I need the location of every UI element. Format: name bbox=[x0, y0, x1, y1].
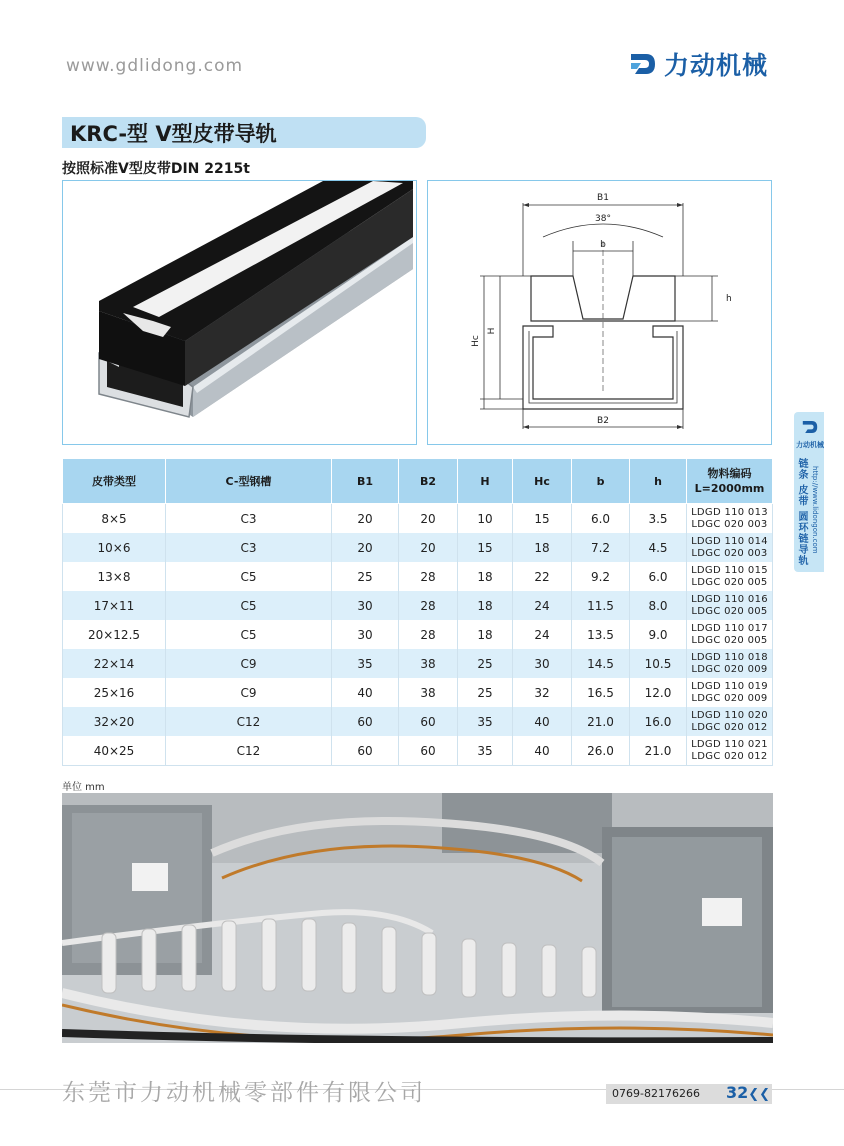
material-code-ldgd: LDGD 110 016 bbox=[691, 593, 768, 605]
table-cell: 40 bbox=[332, 678, 399, 707]
material-code-ldgc: LDGC 020 009 bbox=[691, 663, 768, 675]
table-cell: 15 bbox=[513, 504, 572, 534]
table-cell: 12.0 bbox=[630, 678, 687, 707]
header-channel: C-型钢槽 bbox=[166, 459, 332, 504]
side-logo-text: 力动机械 bbox=[796, 441, 824, 449]
table-cell: 13.5 bbox=[572, 620, 630, 649]
material-code-ldgc: LDGC 020 012 bbox=[691, 721, 768, 733]
table-cell: 18 bbox=[458, 620, 513, 649]
header-material-code bbox=[687, 459, 773, 504]
material-code-ldgd: LDGD 110 021 bbox=[691, 738, 768, 750]
table-cell: 40 bbox=[513, 707, 572, 736]
brand-mark-icon bbox=[628, 49, 658, 79]
dim-h-label: h bbox=[726, 294, 732, 304]
table-cell: 26.0 bbox=[572, 736, 630, 766]
header-b: b bbox=[572, 459, 630, 504]
side-logo-icon bbox=[801, 418, 819, 436]
table-cell: 15 bbox=[458, 533, 513, 562]
table-cell: 38 bbox=[399, 678, 458, 707]
table-cell: 60 bbox=[332, 736, 399, 766]
table-cell: 38 bbox=[399, 649, 458, 678]
table-cell: 32×20 bbox=[63, 707, 166, 736]
table-cell: 35 bbox=[458, 736, 513, 766]
table-cell: C5 bbox=[166, 591, 332, 620]
table-cell: 16.5 bbox=[572, 678, 630, 707]
material-code-cell bbox=[687, 562, 773, 591]
material-code-cell bbox=[687, 533, 773, 562]
side-url: http://www.lidongon.com bbox=[811, 466, 819, 554]
table-cell: 60 bbox=[399, 736, 458, 766]
table-cell: 4.5 bbox=[630, 533, 687, 562]
table-row bbox=[63, 591, 773, 620]
table-cell: 21.0 bbox=[572, 707, 630, 736]
table-cell: 13×8 bbox=[63, 562, 166, 591]
material-code-ldgd: LDGD 110 014 bbox=[691, 535, 768, 547]
table-cell: 40 bbox=[513, 736, 572, 766]
dim-H-label: H bbox=[487, 327, 497, 335]
table-cell: 30 bbox=[332, 591, 399, 620]
table-cell: C3 bbox=[166, 504, 332, 534]
table-header-row bbox=[63, 459, 773, 504]
page-title: KRC-型 V型皮带导轨 bbox=[70, 122, 277, 146]
table-cell: 14.5 bbox=[572, 649, 630, 678]
table-cell: 24 bbox=[513, 591, 572, 620]
table-cell: 21.0 bbox=[630, 736, 687, 766]
header-b1: B1 bbox=[332, 459, 399, 504]
table-cell: 25 bbox=[458, 678, 513, 707]
table-cell: 28 bbox=[399, 620, 458, 649]
table-cell: 18 bbox=[458, 591, 513, 620]
material-code-ldgc: LDGC 020 009 bbox=[691, 692, 768, 704]
dim-b1-label: B1 bbox=[597, 193, 609, 203]
table-row bbox=[63, 620, 773, 649]
page-arrow-icon: ❮❮ bbox=[748, 1087, 771, 1102]
table-row bbox=[63, 707, 773, 736]
material-code-ldgc: LDGC 020 005 bbox=[691, 634, 768, 646]
table-row bbox=[63, 533, 773, 562]
table-row bbox=[63, 736, 773, 766]
table-cell: 60 bbox=[332, 707, 399, 736]
table-cell: 60 bbox=[399, 707, 458, 736]
table-cell: 35 bbox=[332, 649, 399, 678]
header-belt-type: 皮带类型 bbox=[63, 459, 166, 504]
table-cell: 17×11 bbox=[63, 591, 166, 620]
material-code-cell bbox=[687, 678, 773, 707]
table-cell: 11.5 bbox=[572, 591, 630, 620]
table-cell: 10.5 bbox=[630, 649, 687, 678]
material-code-ldgd: LDGD 110 015 bbox=[691, 564, 768, 576]
table-cell: 20×12.5 bbox=[63, 620, 166, 649]
material-code-ldgd: LDGD 110 019 bbox=[691, 680, 768, 692]
table-cell: C5 bbox=[166, 620, 332, 649]
brand-logo bbox=[628, 46, 768, 82]
table-cell: 25 bbox=[332, 562, 399, 591]
phone-number: 0769-82176266 bbox=[612, 1087, 700, 1100]
material-code-cell bbox=[687, 620, 773, 649]
table-cell: C9 bbox=[166, 678, 332, 707]
table-cell: 25 bbox=[458, 649, 513, 678]
table-cell: C12 bbox=[166, 707, 332, 736]
table-cell: 25×16 bbox=[63, 678, 166, 707]
table-cell: 22 bbox=[513, 562, 572, 591]
material-code-ldgd: LDGD 110 013 bbox=[691, 506, 768, 518]
table-cell: 16.0 bbox=[630, 707, 687, 736]
conveyor-photo bbox=[62, 793, 773, 1043]
table-cell: 32 bbox=[513, 678, 572, 707]
website-url: www.gdlidong.com bbox=[66, 56, 244, 76]
table-row bbox=[63, 562, 773, 591]
table-cell: 20 bbox=[399, 504, 458, 534]
technical-drawing bbox=[427, 180, 772, 445]
page-number bbox=[726, 1083, 770, 1102]
table-cell: 6.0 bbox=[572, 504, 630, 534]
header-material-code-title: 物料编码 bbox=[707, 467, 752, 480]
table-cell: 7.2 bbox=[572, 533, 630, 562]
material-code-cell bbox=[687, 591, 773, 620]
page-number-value: 32 bbox=[726, 1083, 749, 1102]
dim-hc-label: Hc bbox=[471, 335, 481, 347]
table-cell: 9.2 bbox=[572, 562, 630, 591]
product-photo bbox=[62, 180, 417, 445]
table-cell: C12 bbox=[166, 736, 332, 766]
material-code-ldgc: LDGC 020 003 bbox=[691, 518, 768, 530]
spec-table bbox=[62, 458, 773, 766]
dim-b2-label: B2 bbox=[597, 416, 609, 426]
material-code-ldgc: LDGC 020 005 bbox=[691, 576, 768, 588]
table-row bbox=[63, 504, 773, 534]
table-cell: C3 bbox=[166, 533, 332, 562]
material-code-cell bbox=[687, 504, 773, 534]
table-row bbox=[63, 678, 773, 707]
header-h: h bbox=[630, 459, 687, 504]
table-cell: 40×25 bbox=[63, 736, 166, 766]
material-code-ldgc: LDGC 020 012 bbox=[691, 750, 768, 762]
table-cell: 28 bbox=[399, 591, 458, 620]
table-cell: 20 bbox=[399, 533, 458, 562]
table-cell: 6.0 bbox=[630, 562, 687, 591]
table-cell: 8×5 bbox=[63, 504, 166, 534]
material-code-cell bbox=[687, 707, 773, 736]
table-cell: 30 bbox=[513, 649, 572, 678]
table-cell: 18 bbox=[513, 533, 572, 562]
table-cell: 28 bbox=[399, 562, 458, 591]
page-subtitle: 按照标准V型皮带DIN 2215t bbox=[62, 161, 250, 177]
company-name: 东莞市力动机械零部件有限公司 bbox=[62, 1080, 426, 1106]
side-category-text: 链条 皮带 圆环链导轨 bbox=[796, 458, 807, 566]
table-row bbox=[63, 649, 773, 678]
table-cell: 9.0 bbox=[630, 620, 687, 649]
brand-name: 力动机械 bbox=[664, 51, 769, 80]
material-code-ldgc: LDGC 020 003 bbox=[691, 547, 768, 559]
table-cell: 20 bbox=[332, 504, 399, 534]
header-b2: B2 bbox=[399, 459, 458, 504]
material-code-ldgd: LDGD 110 018 bbox=[691, 651, 768, 663]
dim-angle-label: 38° bbox=[595, 214, 611, 224]
table-cell: 30 bbox=[332, 620, 399, 649]
material-code-ldgd: LDGD 110 017 bbox=[691, 622, 768, 634]
material-code-cell bbox=[687, 736, 773, 766]
material-code-cell bbox=[687, 649, 773, 678]
table-cell: 22×14 bbox=[63, 649, 166, 678]
table-cell: 8.0 bbox=[630, 591, 687, 620]
header-h-upper: H bbox=[458, 459, 513, 504]
material-code-ldgc: LDGC 020 005 bbox=[691, 605, 768, 617]
unit-note: 单位 mm bbox=[62, 782, 105, 793]
header-hc: Hc bbox=[513, 459, 572, 504]
table-cell: 35 bbox=[458, 707, 513, 736]
table-cell: 24 bbox=[513, 620, 572, 649]
table-cell: 10×6 bbox=[63, 533, 166, 562]
table-cell: C5 bbox=[166, 562, 332, 591]
table-cell: 3.5 bbox=[630, 504, 687, 534]
table-cell: 20 bbox=[332, 533, 399, 562]
table-cell: C9 bbox=[166, 649, 332, 678]
header-material-code-length: L=2000mm bbox=[694, 482, 765, 495]
material-code-ldgd: LDGD 110 020 bbox=[691, 709, 768, 721]
table-cell: 10 bbox=[458, 504, 513, 534]
dim-b-label: b bbox=[600, 240, 606, 250]
table-cell: 18 bbox=[458, 562, 513, 591]
